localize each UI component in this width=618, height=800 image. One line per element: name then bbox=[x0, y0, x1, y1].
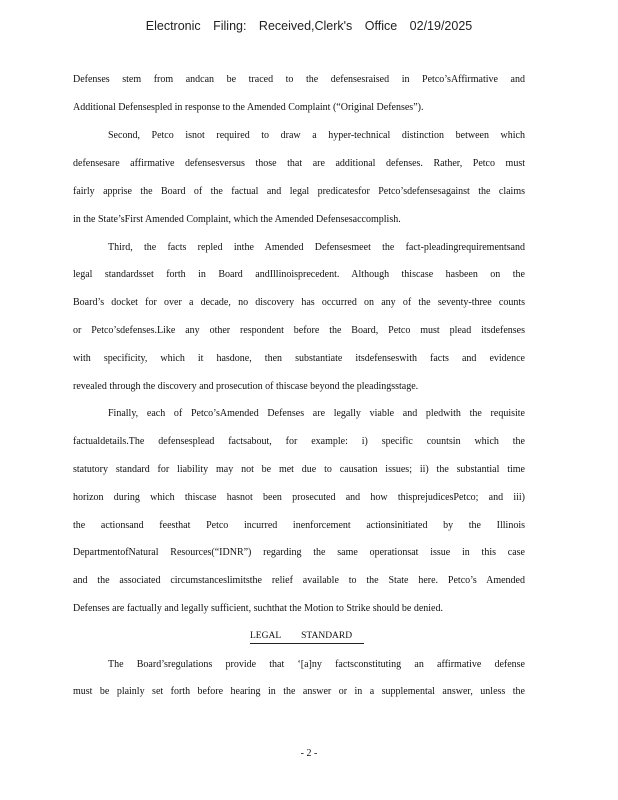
filing-stamp-header: Electronic Filing: Received,Clerk's Office 02/19/2025 bbox=[145, 19, 473, 33]
body-line: Defenses are factually and legally sufficient, suchthat the Motion to Strike should be denied. bbox=[73, 603, 443, 614]
body-line: and the associated circumstanceslimitsthe relief available to the State here. Petco’s Amended bbox=[73, 575, 525, 586]
body-line: statutory standard for liability may not be met due to causation issues; ii) the substantial time bbox=[73, 464, 525, 475]
body-line: in the State’sFirst Amended Complaint, which the Amended Defensesaccomplish. bbox=[73, 214, 401, 225]
body-line: the actionsand feesthat Petco incurred inenforcement actionsinitiated by the Illinois bbox=[73, 520, 525, 531]
body-line: or Petco’sdefenses.Like any other respondent before the Board, Petco must plead itsdefenses bbox=[73, 325, 525, 336]
body-line: DepartmentofNatural Resources(“IDNR”) regarding the same operationsat issue in this case bbox=[73, 547, 525, 558]
body-line: legal standardsset forth in Board andIllinoisprecedent. Although thiscase hasbeen on the bbox=[73, 269, 525, 280]
section-heading: LEGAL STANDARD bbox=[250, 630, 364, 644]
body-line: with specificity, which it hasdone, then substantiate itsdefenseswith facts and evidence bbox=[73, 353, 525, 364]
body-line: Second, Petco isnot required to draw a hyper-technical distinction between which bbox=[108, 130, 525, 141]
body-line: fairly apprise the Board of the factual and legal predicatesfor Petco’sdefensesagainst the claims bbox=[73, 186, 525, 197]
body-line: revealed through the discovery and prosecution of thiscase beyond the pleadingsstage. bbox=[73, 381, 419, 392]
body-line: Additional Defensespled in response to the Amended Complaint (“Original Defenses”). bbox=[73, 102, 424, 113]
body-line: Third, the facts repled inthe Amended Defensesmeet the fact-pleadingrequirementsand bbox=[108, 242, 525, 253]
body-line: Defenses stem from andcan be traced to the defensesraised in Petco’sAffirmative and bbox=[73, 74, 525, 85]
body-line: The Board’sregulations provide that ‘[a]ny factsconstituting an affirmative defense bbox=[108, 659, 525, 670]
body-line: Board’s docket for over a decade, no discovery has occurred on any of the seventy-three counts bbox=[73, 297, 525, 308]
body-line: must be plainly set forth before hearing in the answer or in a supplemental answer, unless the bbox=[73, 686, 525, 697]
body-line: horizon during which thiscase hasnot been prosecuted and how thisprejudicesPetco; and iii) bbox=[73, 492, 525, 503]
page-number: - 2 - bbox=[300, 748, 318, 759]
body-line: factualdetails.The defensesplead factsabout, for example: i) specific countsin which the bbox=[73, 436, 525, 447]
body-line: Finally, each of Petco’sAmended Defenses are legally viable and pledwith the requisite bbox=[108, 408, 525, 419]
body-line: defensesare affirmative defensesversus those that are additional defenses. Rather, Petco must bbox=[73, 158, 525, 169]
